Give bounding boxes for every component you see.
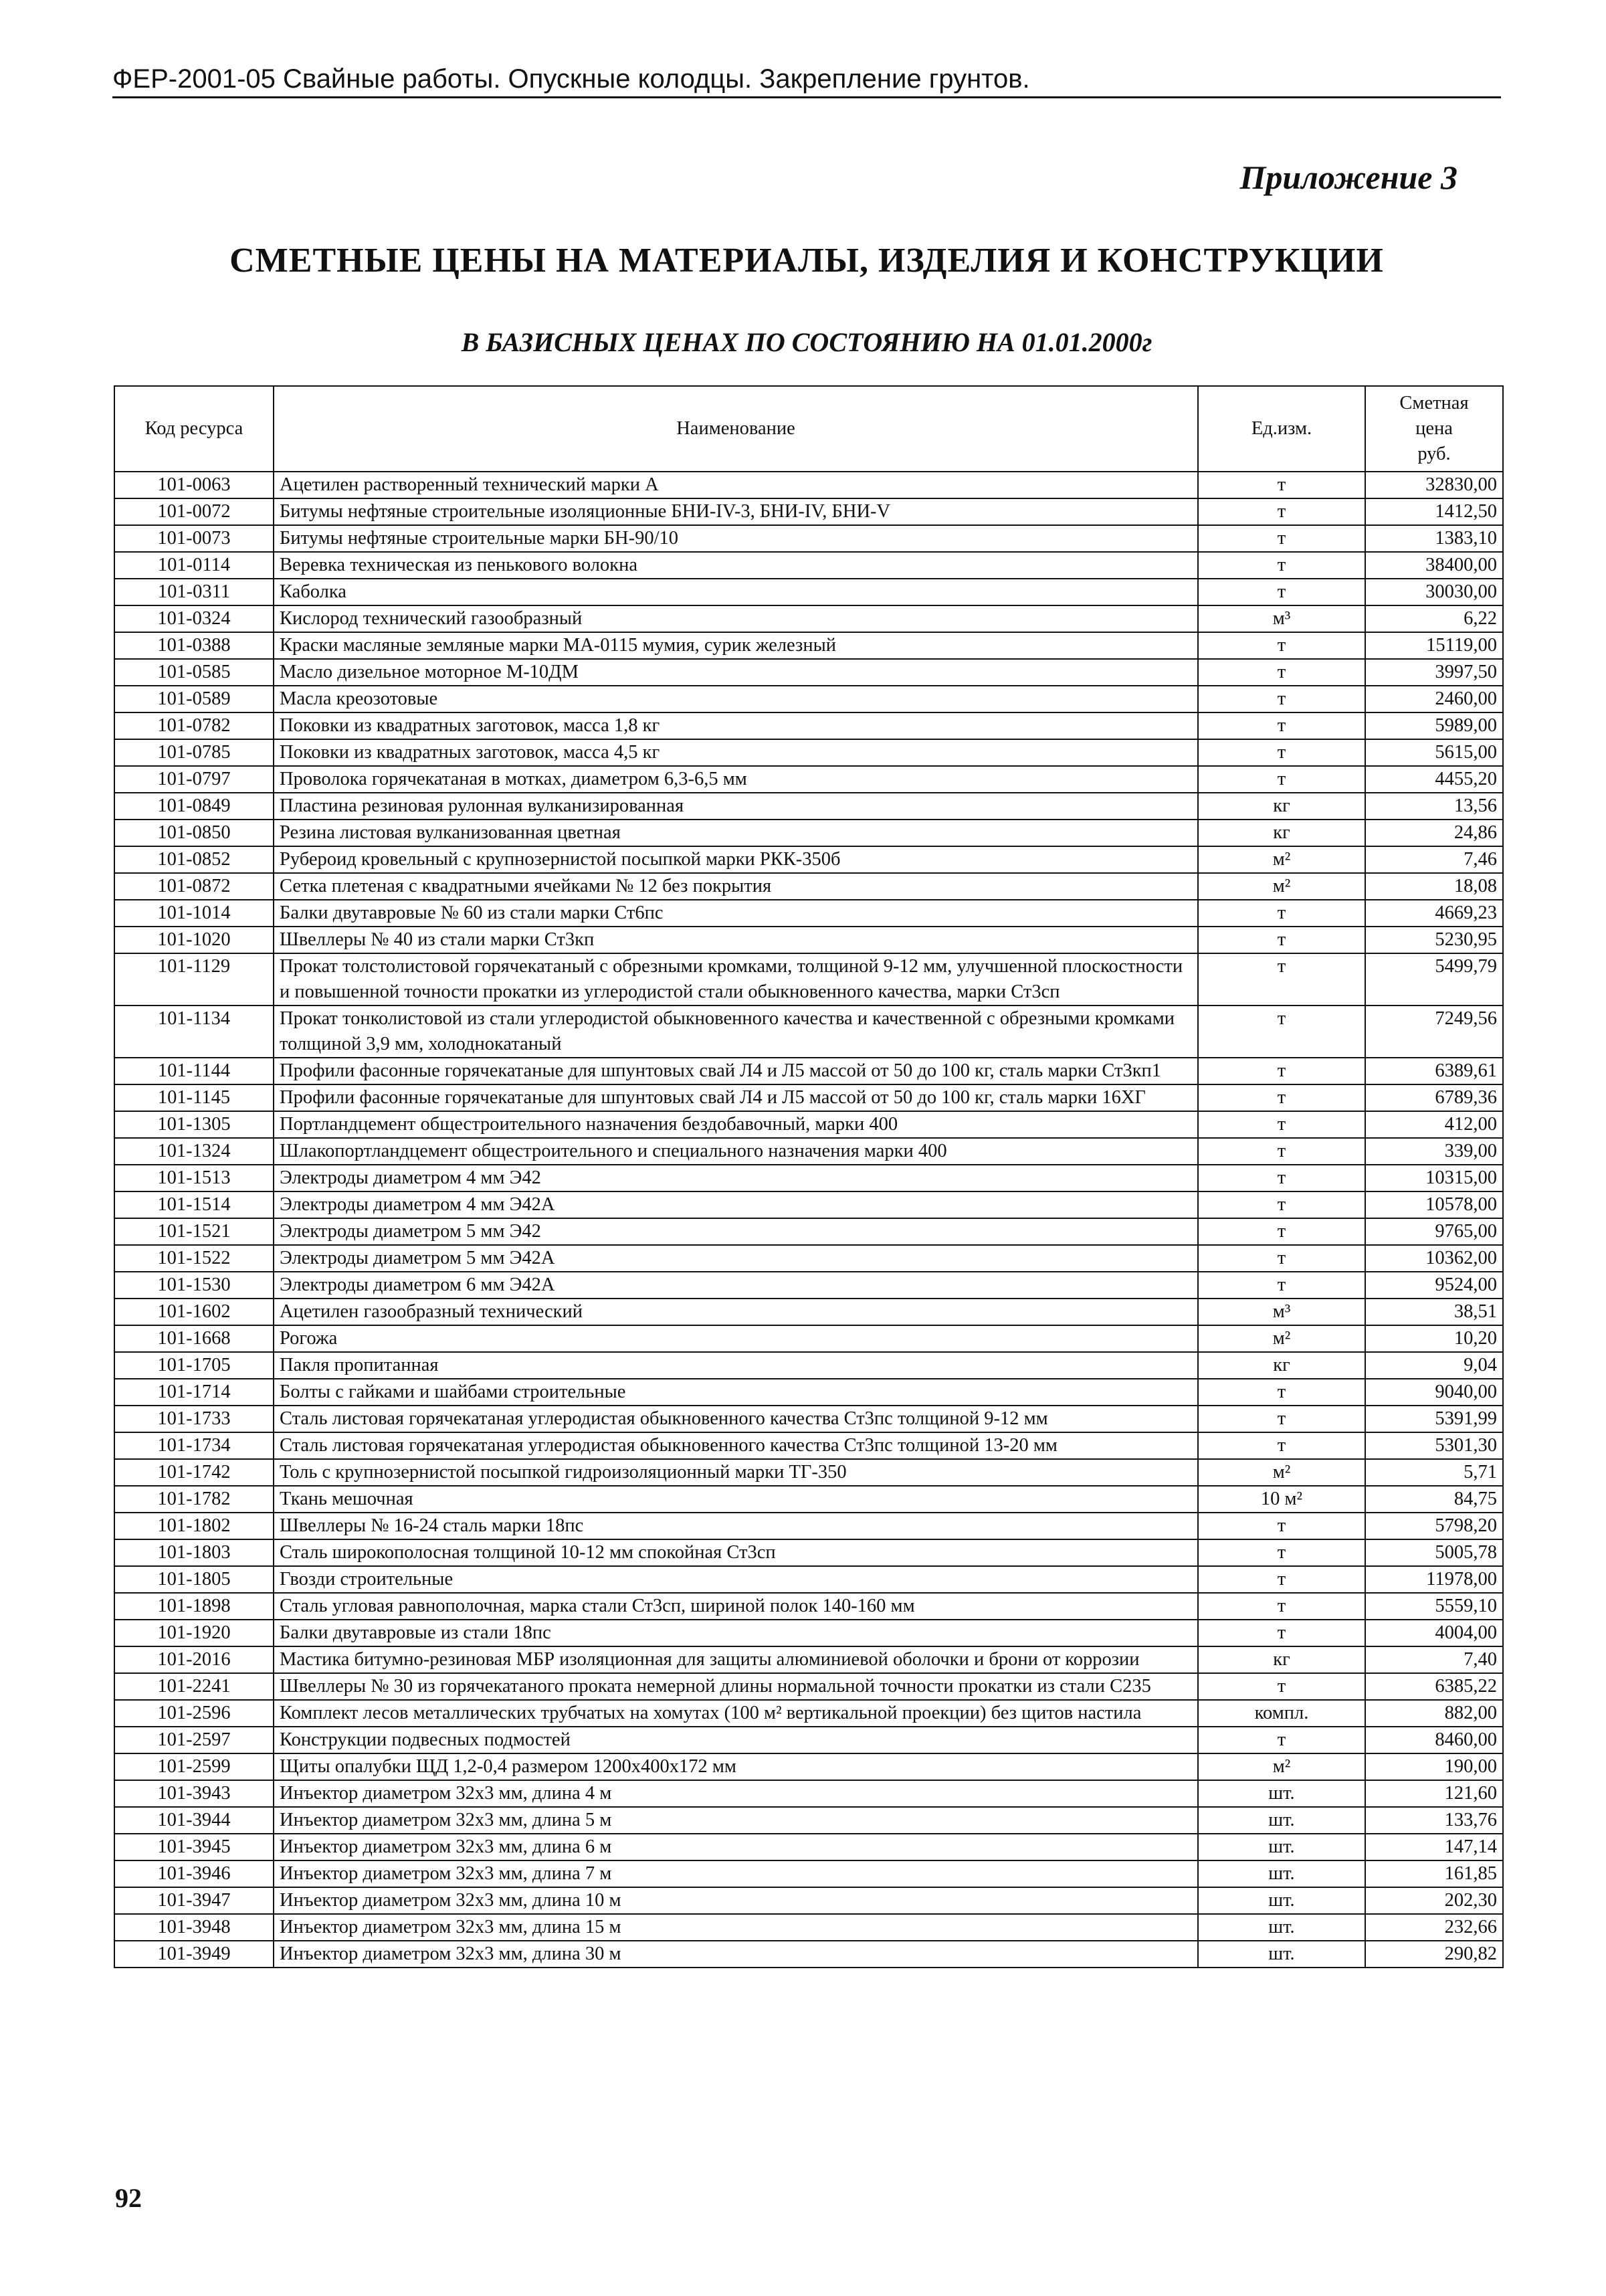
unit-cell: т <box>1198 1218 1365 1245</box>
unit-cell: 10 м² <box>1198 1486 1365 1513</box>
table-row <box>114 1299 1503 1325</box>
resource-code-cell: 101-1514 <box>114 1191 274 1218</box>
price-cell: 6789,36 <box>1365 1084 1503 1111</box>
price-cell: 339,00 <box>1365 1138 1503 1165</box>
resource-code-cell: 101-1668 <box>114 1325 274 1352</box>
resource-code-cell: 101-1898 <box>114 1593 274 1620</box>
appendix-label: Приложение 3 <box>1239 159 1458 196</box>
price-cell: 9,04 <box>1365 1352 1503 1379</box>
unit-cell: кг <box>1198 793 1365 820</box>
resource-code-cell: 101-3949 <box>114 1941 274 1968</box>
price-cell: 202,30 <box>1365 1887 1503 1914</box>
unit-cell: т <box>1198 1432 1365 1459</box>
material-name-cell: Сетка плетеная с квадратными ячейками № 12 без покрытия <box>274 873 1198 900</box>
material-name-cell: Профили фасонные горячекатаные для шпунтовых свай Л4 и Л5 массой от 50 до 100 кг, сталь марки 16ХГ <box>274 1084 1198 1111</box>
price-cell: 121,60 <box>1365 1780 1503 1807</box>
material-name-cell: Пакля пропитанная <box>274 1352 1198 1379</box>
table-row <box>114 712 1503 739</box>
price-cell: 2460,00 <box>1365 686 1503 712</box>
unit-cell: кг <box>1198 1352 1365 1379</box>
material-name-cell: Толь с крупнозернистой посыпкой гидроизоляционный марки ТГ-350 <box>274 1459 1198 1486</box>
material-name-cell: Резина листовая вулканизованная цветная <box>274 820 1198 846</box>
material-name-cell: Щиты опалубки ЩД 1,2-0,4 размером 1200х400х172 мм <box>274 1753 1198 1780</box>
price-cell: 882,00 <box>1365 1700 1503 1727</box>
price-cell: 161,85 <box>1365 1860 1503 1887</box>
material-name-cell: Прокат толстолистовой горячекатаный с обрезными кромками, толщиной 9-12 мм, улучшенной плоскостности и повышенной точности прокатки из углеродистой стали обыкновенного качества, марки Ст3сп <box>274 953 1198 1006</box>
material-name-cell: Сталь листовая горячекатаная углеродистая обыкновенного качества Ст3пс толщиной 9-12 мм <box>274 1406 1198 1432</box>
price-cell: 412,00 <box>1365 1111 1503 1138</box>
unit-cell: м² <box>1198 1459 1365 1486</box>
unit-cell: т <box>1198 1245 1365 1272</box>
page-number: 92 <box>115 2183 142 2213</box>
table-header-row <box>114 386 1503 472</box>
resource-code-cell: 101-3948 <box>114 1914 274 1941</box>
table-row <box>114 1459 1503 1486</box>
material-name-cell: Ткань мешочная <box>274 1486 1198 1513</box>
price-cell: 10578,00 <box>1365 1191 1503 1218</box>
table-row <box>114 1620 1503 1646</box>
price-cell: 5499,79 <box>1365 953 1503 1006</box>
resource-code-cell: 101-1782 <box>114 1486 274 1513</box>
material-name-cell: Конструкции подвесных подмостей <box>274 1727 1198 1753</box>
material-name-cell: Портландцемент общестроительного назначения бездобавочный, марки 400 <box>274 1111 1198 1138</box>
price-cell: 24,86 <box>1365 820 1503 846</box>
price-cell: 84,75 <box>1365 1486 1503 1513</box>
material-name-cell: Электроды диаметром 5 мм Э42 <box>274 1218 1198 1245</box>
column-header-price-line3: руб. <box>1417 444 1451 464</box>
material-name-cell: Масла креозотовые <box>274 686 1198 712</box>
price-cell: 38,51 <box>1365 1299 1503 1325</box>
unit-cell: шт. <box>1198 1941 1365 1968</box>
material-name-cell: Инъектор диаметром 32х3 мм, длина 30 м <box>274 1941 1198 1968</box>
material-name-cell: Кислород технический газообразный <box>274 605 1198 632</box>
resource-code-cell: 101-1145 <box>114 1084 274 1111</box>
price-cell: 9765,00 <box>1365 1218 1503 1245</box>
unit-cell: т <box>1198 498 1365 525</box>
price-cell: 190,00 <box>1365 1753 1503 1780</box>
table-row <box>114 1700 1503 1727</box>
resource-code-cell: 101-1522 <box>114 1245 274 1272</box>
table-row <box>114 1860 1503 1887</box>
material-name-cell: Инъектор диаметром 32х3 мм, длина 15 м <box>274 1914 1198 1941</box>
material-name-cell: Шлакопортландцемент общестроительного и специального назначения марки 400 <box>274 1138 1198 1165</box>
material-name-cell: Битумы нефтяные строительные марки БН-90/10 <box>274 525 1198 552</box>
unit-cell: кг <box>1198 1646 1365 1673</box>
price-cell: 4455,20 <box>1365 766 1503 793</box>
table-row <box>114 525 1503 552</box>
unit-cell: м³ <box>1198 605 1365 632</box>
resource-code-cell: 101-0872 <box>114 873 274 900</box>
unit-cell: т <box>1198 1513 1365 1539</box>
table-row <box>114 1058 1503 1084</box>
price-cell: 4669,23 <box>1365 900 1503 927</box>
table-row <box>114 1084 1503 1111</box>
table-row <box>114 552 1503 579</box>
unit-cell: шт. <box>1198 1780 1365 1807</box>
resource-code-cell: 101-1920 <box>114 1620 274 1646</box>
material-name-cell: Поковки из квадратных заготовок, масса 1,8 кг <box>274 712 1198 739</box>
table-row <box>114 953 1503 1006</box>
table-row <box>114 1539 1503 1566</box>
table-row <box>114 1834 1503 1860</box>
column-header-unit: Ед.изм. <box>1198 386 1365 472</box>
price-cell: 15119,00 <box>1365 632 1503 659</box>
unit-cell: т <box>1198 1566 1365 1593</box>
table-row <box>114 1165 1503 1191</box>
resource-code-cell: 101-1733 <box>114 1406 274 1432</box>
price-cell: 232,66 <box>1365 1914 1503 1941</box>
material-name-cell: Мастика битумно-резиновая МБР изоляционная для защиты алюминиевой оболочки и брони от коррозии <box>274 1646 1198 1673</box>
resource-code-cell: 101-0063 <box>114 472 274 498</box>
resource-code-cell: 101-0849 <box>114 793 274 820</box>
material-name-cell: Электроды диаметром 4 мм Э42А <box>274 1191 1198 1218</box>
material-name-cell: Краски масляные земляные марки МА-0115 мумия, сурик железный <box>274 632 1198 659</box>
document-title: СМЕТНЫЕ ЦЕНЫ НА МАТЕРИАЛЫ, ИЗДЕЛИЯ И КОНСТРУКЦИИ <box>229 242 1384 280</box>
unit-cell: м² <box>1198 846 1365 873</box>
table-row <box>114 793 1503 820</box>
resource-code-cell: 101-1803 <box>114 1539 274 1566</box>
unit-cell: кг <box>1198 820 1365 846</box>
table-row <box>114 659 1503 686</box>
material-name-cell: Инъектор диаметром 32х3 мм, длина 5 м <box>274 1807 1198 1834</box>
material-name-cell: Рогожа <box>274 1325 1198 1352</box>
material-name-cell: Комплект лесов металлических трубчатых на хомутах (100 м² вертикальной проекции) без щитов настила <box>274 1700 1198 1727</box>
resource-code-cell: 101-1020 <box>114 927 274 953</box>
table-row <box>114 766 1503 793</box>
table-row <box>114 1566 1503 1593</box>
resource-code-cell: 101-0589 <box>114 686 274 712</box>
resource-code-cell: 101-0072 <box>114 498 274 525</box>
table-row <box>114 1727 1503 1753</box>
column-header-price <box>1365 386 1503 472</box>
unit-cell: т <box>1198 1138 1365 1165</box>
material-name-cell: Битумы нефтяные строительные изоляционные БНИ-IV-3, БНИ-IV, БНИ-V <box>274 498 1198 525</box>
column-header-price-line2: цена <box>1415 418 1453 439</box>
resource-code-cell: 101-0797 <box>114 766 274 793</box>
column-header-price-line1: Сметная <box>1399 393 1469 413</box>
price-cell: 11978,00 <box>1365 1566 1503 1593</box>
price-cell: 7249,56 <box>1365 1006 1503 1058</box>
price-cell: 7,46 <box>1365 846 1503 873</box>
table-row <box>114 1432 1503 1459</box>
resource-code-cell: 101-2599 <box>114 1753 274 1780</box>
unit-cell: т <box>1198 686 1365 712</box>
material-name-cell: Рубероид кровельный с крупнозернистой посыпкой марки РКК-350б <box>274 846 1198 873</box>
table-row <box>114 1646 1503 1673</box>
table-row <box>114 820 1503 846</box>
price-cell: 6385,22 <box>1365 1673 1503 1700</box>
table-body <box>114 472 1503 1968</box>
material-name-cell: Инъектор диаметром 32х3 мм, длина 4 м <box>274 1780 1198 1807</box>
price-cell: 6389,61 <box>1365 1058 1503 1084</box>
unit-cell: т <box>1198 900 1365 927</box>
document-subtitle: В БАЗИСНЫХ ЦЕНАХ ПО СОСТОЯНИЮ НА 01.01.2000г <box>461 327 1152 357</box>
unit-cell: т <box>1198 739 1365 766</box>
material-name-cell: Ацетилен газообразный технический <box>274 1299 1198 1325</box>
resource-code-cell: 101-0585 <box>114 659 274 686</box>
unit-cell: шт. <box>1198 1834 1365 1860</box>
unit-cell: т <box>1198 1272 1365 1299</box>
price-cell: 4004,00 <box>1365 1620 1503 1646</box>
unit-cell: т <box>1198 552 1365 579</box>
table-row <box>114 472 1503 498</box>
price-cell: 6,22 <box>1365 605 1503 632</box>
resource-code-cell: 101-1305 <box>114 1111 274 1138</box>
price-cell: 9524,00 <box>1365 1272 1503 1299</box>
price-cell: 5559,10 <box>1365 1593 1503 1620</box>
material-name-cell: Инъектор диаметром 32х3 мм, длина 10 м <box>274 1887 1198 1914</box>
material-name-cell: Ацетилен растворенный технический марки А <box>274 472 1198 498</box>
price-cell: 5301,30 <box>1365 1432 1503 1459</box>
unit-cell: компл. <box>1198 1700 1365 1727</box>
resource-code-cell: 101-1705 <box>114 1352 274 1379</box>
price-cell: 10,20 <box>1365 1325 1503 1352</box>
material-name-cell: Электроды диаметром 5 мм Э42А <box>274 1245 1198 1272</box>
unit-cell: т <box>1198 1620 1365 1646</box>
resource-code-cell: 101-0850 <box>114 820 274 846</box>
resource-code-cell: 101-3947 <box>114 1887 274 1914</box>
unit-cell: т <box>1198 472 1365 498</box>
table-row <box>114 739 1503 766</box>
price-cell: 133,76 <box>1365 1807 1503 1834</box>
material-name-cell: Болты с гайками и шайбами строительные <box>274 1379 1198 1406</box>
material-name-cell: Проволока горячекатаная в мотках, диаметром 6,3-6,5 мм <box>274 766 1198 793</box>
unit-cell: шт. <box>1198 1860 1365 1887</box>
material-name-cell: Прокат тонколистовой из стали углеродистой обыкновенного качества и качественной с обрезными кромками толщиной 3,9 мм, холоднокатаный <box>274 1006 1198 1058</box>
resource-code-cell: 101-1324 <box>114 1138 274 1165</box>
resource-code-cell: 101-1014 <box>114 900 274 927</box>
price-cell: 9040,00 <box>1365 1379 1503 1406</box>
unit-cell: т <box>1198 1165 1365 1191</box>
resource-code-cell: 101-1144 <box>114 1058 274 1084</box>
price-cell: 18,08 <box>1365 873 1503 900</box>
unit-cell: т <box>1198 632 1365 659</box>
price-cell: 147,14 <box>1365 1834 1503 1860</box>
price-cell: 5989,00 <box>1365 712 1503 739</box>
material-name-cell: Сталь широкополосная толщиной 10-12 мм спокойная Ст3сп <box>274 1539 1198 1566</box>
unit-cell: шт. <box>1198 1887 1365 1914</box>
price-cell: 32830,00 <box>1365 472 1503 498</box>
table-row <box>114 632 1503 659</box>
table-row <box>114 1486 1503 1513</box>
unit-cell: м² <box>1198 1325 1365 1352</box>
unit-cell: т <box>1198 1191 1365 1218</box>
price-cell: 3997,50 <box>1365 659 1503 686</box>
table-row <box>114 1914 1503 1941</box>
material-name-cell: Сталь листовая горячекатаная углеродистая обыкновенного качества Ст3пс толщиной 13-20 мм <box>274 1432 1198 1459</box>
material-name-cell: Инъектор диаметром 32х3 мм, длина 6 м <box>274 1834 1198 1860</box>
material-name-cell: Каболка <box>274 579 1198 605</box>
resource-code-cell: 101-1521 <box>114 1218 274 1245</box>
resource-code-cell: 101-3945 <box>114 1834 274 1860</box>
table-row <box>114 1218 1503 1245</box>
unit-cell: т <box>1198 1539 1365 1566</box>
unit-cell: шт. <box>1198 1807 1365 1834</box>
material-name-cell: Балки двутавровые из стали 18пс <box>274 1620 1198 1646</box>
price-cell: 5391,99 <box>1365 1406 1503 1432</box>
resource-code-cell: 101-3946 <box>114 1860 274 1887</box>
resource-code-cell: 101-0311 <box>114 579 274 605</box>
resource-code-cell: 101-0782 <box>114 712 274 739</box>
table-row <box>114 1887 1503 1914</box>
price-cell: 8460,00 <box>1365 1727 1503 1753</box>
material-name-cell: Масло дизельное моторное М-10ДМ <box>274 659 1198 686</box>
unit-cell: т <box>1198 1084 1365 1111</box>
unit-cell: т <box>1198 1593 1365 1620</box>
table-row <box>114 927 1503 953</box>
table-row <box>114 846 1503 873</box>
resource-code-cell: 101-0852 <box>114 846 274 873</box>
resource-code-cell: 101-1602 <box>114 1299 274 1325</box>
resource-code-cell: 101-2596 <box>114 1700 274 1727</box>
table-row <box>114 1379 1503 1406</box>
unit-cell: т <box>1198 579 1365 605</box>
table-row <box>114 1406 1503 1432</box>
running-header: ФЕР-2001-05 Свайные работы. Опускные колодцы. Закрепление грунтов. <box>112 62 1501 98</box>
table-row <box>114 1352 1503 1379</box>
unit-cell: м² <box>1198 1753 1365 1780</box>
price-cell: 1412,50 <box>1365 498 1503 525</box>
resource-code-cell: 101-1134 <box>114 1006 274 1058</box>
material-name-cell: Веревка техническая из пенькового волокна <box>274 552 1198 579</box>
material-name-cell: Электроды диаметром 6 мм Э42А <box>274 1272 1198 1299</box>
unit-cell: т <box>1198 1379 1365 1406</box>
unit-cell: т <box>1198 1727 1365 1753</box>
table-row <box>114 1593 1503 1620</box>
resource-code-cell: 101-0388 <box>114 632 274 659</box>
table-row <box>114 873 1503 900</box>
resource-code-cell: 101-3943 <box>114 1780 274 1807</box>
unit-cell: т <box>1198 1006 1365 1058</box>
resource-code-cell: 101-2016 <box>114 1646 274 1673</box>
price-cell: 13,56 <box>1365 793 1503 820</box>
material-name-cell: Балки двутавровые № 60 из стали марки Ст6пс <box>274 900 1198 927</box>
table-row <box>114 1780 1503 1807</box>
table-row <box>114 1325 1503 1352</box>
material-name-cell: Поковки из квадратных заготовок, масса 4,5 кг <box>274 739 1198 766</box>
table-row <box>114 605 1503 632</box>
resource-code-cell: 101-0324 <box>114 605 274 632</box>
unit-cell: шт. <box>1198 1914 1365 1941</box>
price-cell: 5798,20 <box>1365 1513 1503 1539</box>
table-row <box>114 1941 1503 1968</box>
unit-cell: т <box>1198 927 1365 953</box>
resource-code-cell: 101-1513 <box>114 1165 274 1191</box>
table-row <box>114 1245 1503 1272</box>
price-cell: 10315,00 <box>1365 1165 1503 1191</box>
unit-cell: т <box>1198 525 1365 552</box>
price-table <box>114 385 1504 1968</box>
resource-code-cell: 101-1129 <box>114 953 274 1006</box>
unit-cell: т <box>1198 1058 1365 1084</box>
column-header-name: Наименование <box>274 386 1198 472</box>
resource-code-cell: 101-1742 <box>114 1459 274 1486</box>
unit-cell: т <box>1198 766 1365 793</box>
material-name-cell: Швеллеры № 30 из горячекатаного проката немерной длины нормальной точности прокатки из стали С235 <box>274 1673 1198 1700</box>
resource-code-cell: 101-2597 <box>114 1727 274 1753</box>
material-name-cell: Сталь угловая равнополочная, марка стали Ст3сп, шириной полок 140-160 мм <box>274 1593 1198 1620</box>
table-row <box>114 1111 1503 1138</box>
material-name-cell: Инъектор диаметром 32х3 мм, длина 7 м <box>274 1860 1198 1887</box>
resource-code-cell: 101-1714 <box>114 1379 274 1406</box>
unit-cell: т <box>1198 953 1365 1006</box>
price-cell: 5230,95 <box>1365 927 1503 953</box>
price-cell: 5,71 <box>1365 1459 1503 1486</box>
price-cell: 30030,00 <box>1365 579 1503 605</box>
price-cell: 38400,00 <box>1365 552 1503 579</box>
material-name-cell: Швеллеры № 16-24 сталь марки 18пс <box>274 1513 1198 1539</box>
table-row <box>114 1138 1503 1165</box>
material-name-cell: Гвозди строительные <box>274 1566 1198 1593</box>
table-row <box>114 1513 1503 1539</box>
unit-cell: м³ <box>1198 1299 1365 1325</box>
unit-cell: т <box>1198 1111 1365 1138</box>
column-header-code: Код ресурса <box>114 386 274 472</box>
price-cell: 1383,10 <box>1365 525 1503 552</box>
resource-code-cell: 101-1530 <box>114 1272 274 1299</box>
table-row <box>114 498 1503 525</box>
table-row <box>114 1191 1503 1218</box>
price-cell: 5005,78 <box>1365 1539 1503 1566</box>
price-cell: 290,82 <box>1365 1941 1503 1968</box>
unit-cell: м² <box>1198 873 1365 900</box>
unit-cell: т <box>1198 712 1365 739</box>
table-row <box>114 1807 1503 1834</box>
unit-cell: т <box>1198 1673 1365 1700</box>
resource-code-cell: 101-1802 <box>114 1513 274 1539</box>
resource-code-cell: 101-3944 <box>114 1807 274 1834</box>
resource-code-cell: 101-1805 <box>114 1566 274 1593</box>
table-row <box>114 1006 1503 1058</box>
table-row <box>114 1753 1503 1780</box>
price-cell: 7,40 <box>1365 1646 1503 1673</box>
table-row <box>114 686 1503 712</box>
resource-code-cell: 101-0785 <box>114 739 274 766</box>
material-name-cell: Швеллеры № 40 из стали марки Ст3кп <box>274 927 1198 953</box>
table-row <box>114 900 1503 927</box>
table-row <box>114 579 1503 605</box>
material-name-cell: Профили фасонные горячекатаные для шпунтовых свай Л4 и Л5 массой от 50 до 100 кг, сталь марки Ст3кп1 <box>274 1058 1198 1084</box>
table-row <box>114 1673 1503 1700</box>
resource-code-cell: 101-0114 <box>114 552 274 579</box>
unit-cell: т <box>1198 659 1365 686</box>
price-cell: 5615,00 <box>1365 739 1503 766</box>
resource-code-cell: 101-2241 <box>114 1673 274 1700</box>
price-cell: 10362,00 <box>1365 1245 1503 1272</box>
material-name-cell: Пластина резиновая рулонная вулканизированная <box>274 793 1198 820</box>
resource-code-cell: 101-0073 <box>114 525 274 552</box>
resource-code-cell: 101-1734 <box>114 1432 274 1459</box>
material-name-cell: Электроды диаметром 4 мм Э42 <box>274 1165 1198 1191</box>
unit-cell: т <box>1198 1406 1365 1432</box>
table-row <box>114 1272 1503 1299</box>
